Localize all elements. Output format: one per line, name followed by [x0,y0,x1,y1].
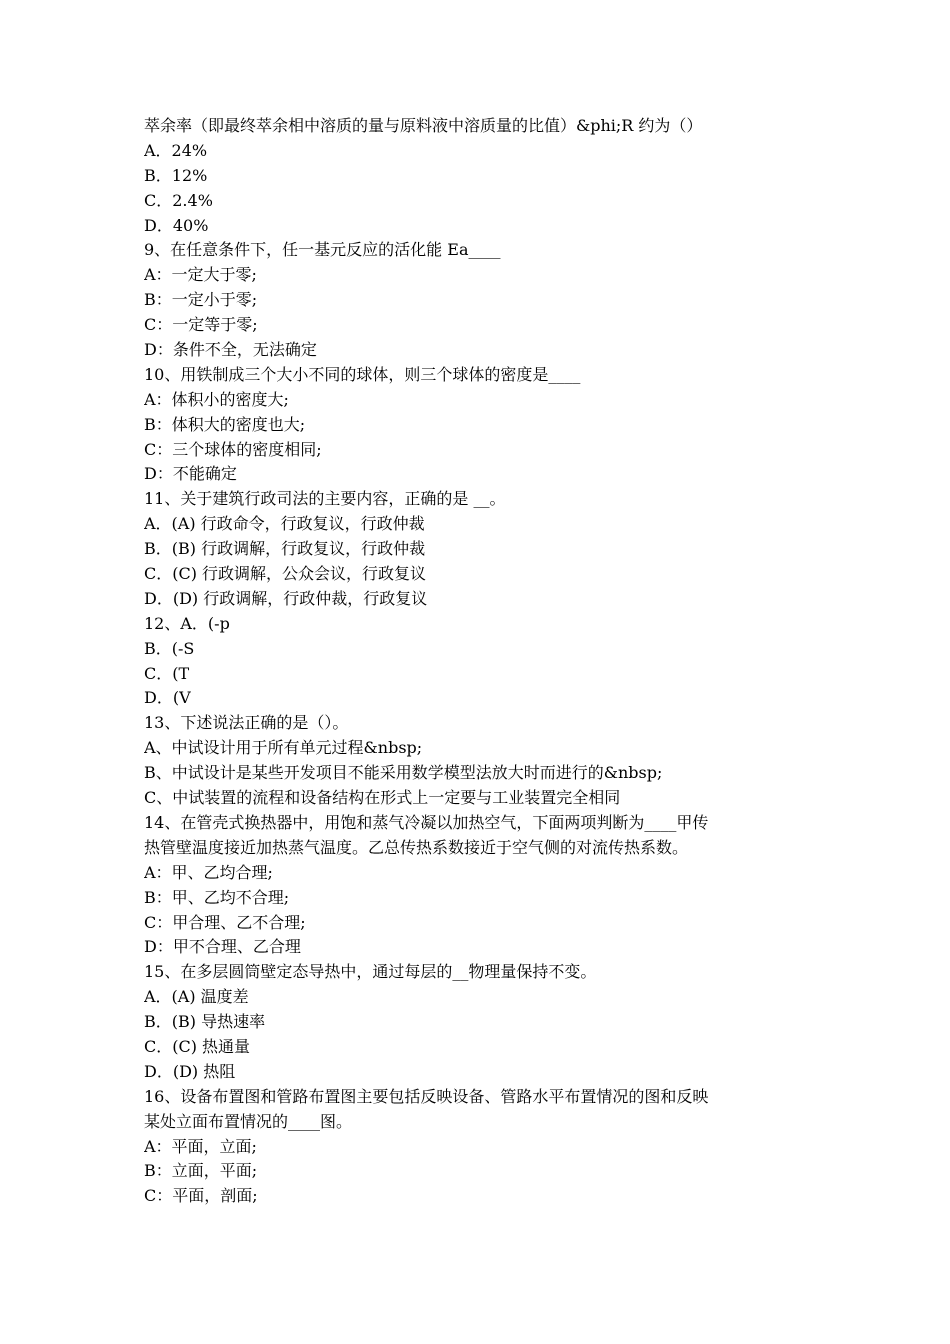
text-line: B．(-S [144,638,195,658]
text-line: 12、A．(-p [144,613,230,633]
text-line: 10、用铁制成三个大小不同的球体，则三个球体的密度是____ [144,364,581,384]
text-line: A．24% [144,140,208,160]
text-line: 14、在管壳式换热器中，用饱和蒸气冷凝以加热空气，下面两项判断为____甲传 [144,812,709,832]
text-line: C、中试装置的流程和设备结构在形式上一定要与工业装置完全相同 [144,788,621,808]
text-line: B．(B) 导热速率 [144,1012,266,1032]
text-line: 萃余率（即最终萃余相中溶质的量与原料液中溶质量的比值）&phi;R 约为（） [144,116,703,135]
text-line: D．(V [144,688,191,708]
text-line: B．(B) 行政调解，行政复议，行政仲裁 [144,539,426,559]
text-line: C：一定等于零; [144,315,258,335]
text-line: A：平面，立面; [144,1136,257,1156]
text-line: B．12% [144,165,208,185]
text-line: A．(A) 行政命令，行政复议，行政仲裁 [144,514,425,534]
text-line: A、中试设计用于所有单元过程&nbsp; [144,738,423,758]
text-line: C：三个球体的密度相同; [144,439,322,459]
text-line: 9、在任意条件下，任一基元反应的活化能 Ea____ [144,240,501,260]
text-line: B：体积大的密度也大; [144,414,306,434]
text-line: C．(C) 热通量 [144,1036,251,1056]
text-line: 热管壁温度接近加热蒸气温度。乙总传热系数接近于空气侧的对流传热系数。 [144,837,689,857]
text-line: 16、设备布置图和管路布置图主要包括反映设备、管路水平布置情况的图和反映 [144,1086,709,1106]
text-line: A：甲、乙均合理; [144,862,273,882]
text-line: B、中试设计是某些开发项目不能采用数学模型法放大时而进行的&nbsp; [144,763,663,783]
document-page [144,114,824,1209]
text-line: 13、下述说法正确的是（）。 [144,713,349,733]
text-line: 某处立面布置情况的____图。 [144,1111,353,1131]
text-line: A：体积小的密度大; [144,389,289,409]
text-line: B：立面，平面; [144,1161,258,1181]
text-line: D．40% [144,215,209,235]
text-line: A：一定大于零; [144,265,257,285]
text-line: C．(T [144,663,190,683]
text-line: C：平面，剖面; [144,1186,258,1206]
text-line: 11、关于建筑行政司法的主要内容，正确的是 __。 [144,489,506,509]
text-line: C．2.4% [144,190,213,210]
text-line: C．(C) 行政调解，公众会议，行政复议 [144,564,427,584]
text-line: D：不能确定 [144,464,237,484]
text-line: D．(D) 热阻 [144,1061,236,1081]
text-line: C：甲合理、乙不合理; [144,912,306,932]
text-line: D．(D) 行政调解，行政仲裁，行政复议 [144,588,428,608]
text-line: B：甲、乙均不合理; [144,887,290,907]
text-line: B：一定小于零; [144,290,258,310]
text-line: D：甲不合理、乙合理 [144,937,301,957]
text-line: D：条件不全，无法确定 [144,340,317,360]
text-line: 15、在多层圆筒壁定态导热中，通过每层的__物理量保持不变。 [144,962,597,982]
text-line: A．(A) 温度差 [144,987,249,1007]
